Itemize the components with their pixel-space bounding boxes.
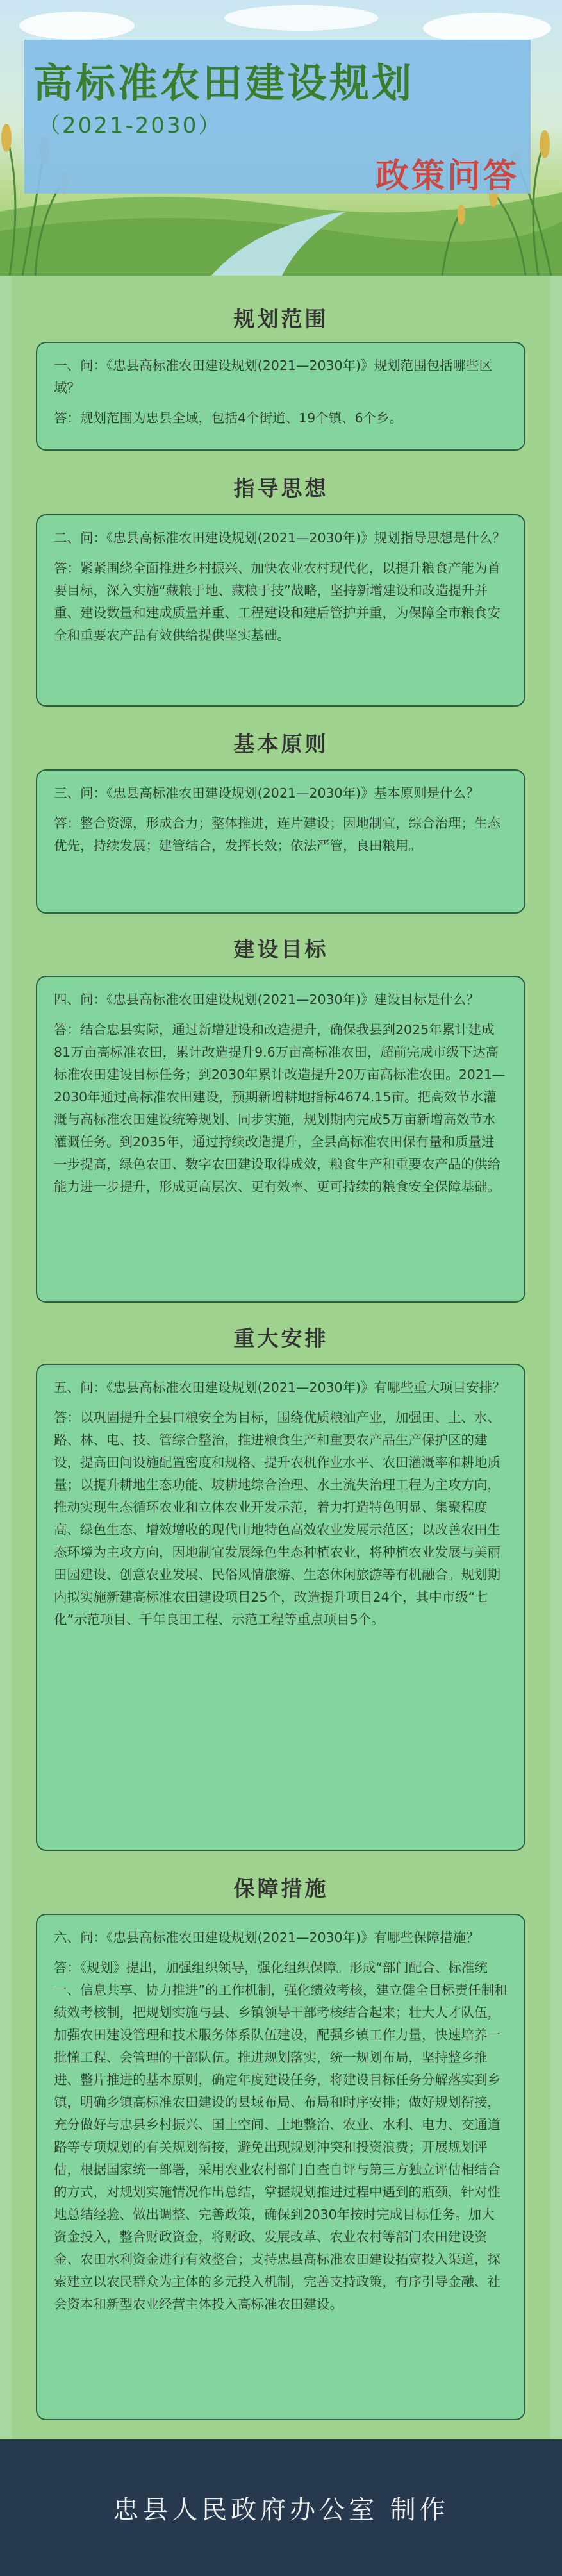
- qa-card: [36, 514, 525, 707]
- cloud-shape: [19, 12, 135, 40]
- cloud-shape: [224, 5, 378, 31]
- question-text: 六、问：《忠县高标准农田建设规划(2021—2030年)》有哪些保障措施？: [54, 1930, 479, 1945]
- question-text: 一、问：《忠县高标准农田建设规划(2021—2030年)》规划范围包括哪些区域？: [54, 358, 493, 396]
- question-text: 三、问：《忠县高标准农田建设规划(2021—2030年)》基本原则是什么？: [54, 785, 479, 801]
- question-text: 五、问：《忠县高标准农田建设规划(2021—2030年)》有哪些重大项目安排？: [54, 1380, 506, 1395]
- title-panel: [24, 40, 531, 194]
- answer-text: 答：规划范围为忠县全域，包括4个街道、19个镇、6个乡。: [54, 410, 403, 426]
- answer-text: 答：《规划》提出，加强组织领导，强化组织保障。形成“部门配合、标准统一、信息共享、协力推进”的工作机制，强化绩效考核，建立健全目标责任制和绩效考核制，把规划实施与县、乡镇领导干部考核结合起来；壮大人才队伍，加强农田建设管理和技术服务体系队伍建设，配强乡镇工作力量，快速培养一批懂工程、会管理的干部队伍。推进规划落实，统一规划布局，坚持整乡推进、整片推进的基本原则，确定年度建设任务，将建设目标任务分解落实到乡镇，明确乡镇高标准农田建设的县域布局、布局和时序安排；做好规划衔接，充分做好与忠县乡村振兴、国土空间、土地整治、农业、水利、电力、交通道路等专项规划的有关规划衔接，避免出现规划冲突和投资浪费；开展规划评估，根据国家统一部署，采用农业农村部门自查自评与第三方独立评估相结合的方式，对规划实施情况作出总结，掌握规划推进过程中遇到的瓶颈，针对性地总结经验、做出调整、完善政策，确保到2030年按时完成目标任务。加大资金投入，整合财政资金，将财政、发展改革、农业农村等部门农田建设资金、农田水利资金进行有效整合；支持忠县高标准农田建设拓宽投入渠道，探索建立以农民群众为主体的多元投入机制，完善支持政策，有序引导金融、社会资本和新型农业经营主体投入高标准农田建设。: [54, 1960, 508, 2312]
- section-heading: 规划范围: [233, 306, 329, 331]
- question-text: 二、问：《忠县高标准农田建设规划(2021—2030年)》规划指导思想是什么？: [54, 530, 506, 546]
- footer: [0, 2439, 562, 2576]
- section-heading: 基本原则: [233, 732, 329, 757]
- footer-credit: 忠县人民政府办公室 制作: [113, 2495, 449, 2525]
- section-heading: 指导思想: [233, 476, 329, 501]
- section-heading: 重大安排: [233, 1326, 329, 1351]
- page-title: 高标准农田建设规划: [33, 60, 415, 106]
- answer-text: 答：紧紧围绕全面推进乡村振兴、加快农业农村现代化，以提升粮食产能为首要目标，深入实施“藏粮于地、藏粮于技”战略，坚持新增建设和改造提升并重、建设数量和建成质量并重、工程建设和建后管护并重，为保障全市粮食安全和重要农产品有效供给提供坚实基础。: [54, 560, 500, 643]
- qa-card: [36, 1914, 525, 2420]
- section-heading: 建设目标: [233, 937, 329, 962]
- header-banner: [0, 0, 562, 276]
- content-panel: [12, 276, 550, 2439]
- cloud-shape: [423, 13, 551, 44]
- qa-card: [36, 1364, 525, 1851]
- page-subtitle: 政策问答: [375, 157, 519, 196]
- section-heading: 保障措施: [233, 1876, 329, 1901]
- qa-card: [36, 342, 525, 451]
- plan-years: （2021-2030）: [38, 113, 222, 138]
- answer-text: 答：以巩固提升全县口粮安全为目标，围绕优质粮油产业，加强田、土、水、路、林、电、技、管综合整治，推进粮食生产和重要农产品生产保护区的建设，提高田间设施配置密度和规格、提升农机作业水平、农田灌溉率和耕地质量；以提升耕地生态功能、坡耕地综合治理、水土流失治理工程为主攻方向，推动实现生态循环农业和立体农业开发示范，着力打造特色明显、集聚程度高、绿色生态、增效增收的现代山地特色高效农业发展示范区；以改善农田生态环境为主攻方向，因地制宜发展绿色生态种植农业，将种植农业发展与美丽田园建设、创意农业发展、民俗风情旅游、生态休闲旅游等有机融合。规划期内拟实施新建高标准农田建设项目25个，改造提升项目24个，其中市级“七化”示范项目、千年良田工程、示范工程等重点项目5个。: [54, 1410, 500, 1627]
- question-text: 四、问：《忠县高标准农田建设规划(2021—2030年)》建设目标是什么？: [54, 992, 479, 1007]
- answer-text: 答：整合资源，形成合力；整体推进，连片建设；因地制宜，综合治理；生态优先，持续发展；建管结合，发挥长效；依法严管，良田粮用。: [54, 815, 500, 853]
- qa-card: [36, 769, 525, 914]
- answer-text: 答：结合忠县实际，通过新增建设和改造提升，确保我县到2025年累计建成81万亩高标准农田，累计改造提升9.6万亩高标准农田，超前完成市级下达高标准农田建设目标任务；到2030年累计改造提升20万亩高标准农田。2021—2030年通过高标准农田建设，预期新增耕地指标4674.15亩。把高效节水灌溉与高标准农田建设统筹规划、同步实施，规划期内完成5万亩新增高效节水灌溉任务。到2035年，通过持续改造提升，全县高标准农田保有量和质量进一步提高，绿色农田、数字农田建设取得成效，粮食生产和重要农产品的供给能力进一步提升，形成更高层次、更有效率、更可持续的粮食安全保障基础。: [54, 1022, 506, 1194]
- qa-card: [36, 976, 525, 1303]
